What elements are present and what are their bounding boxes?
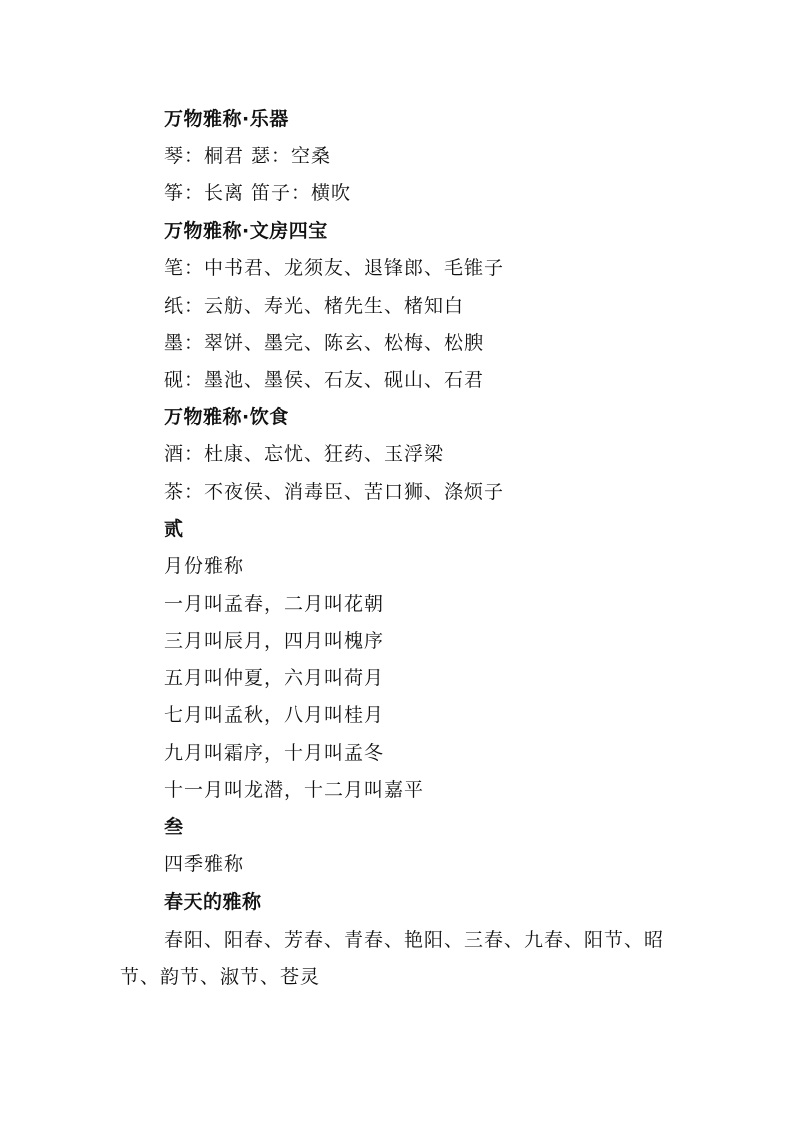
part-numeral-three: 叁 <box>164 816 184 838</box>
section-heading-food: 万物雅称·饮食 <box>164 406 289 428</box>
text-line: 墨：翠饼、墨完、陈玄、松梅、松腴 <box>164 332 485 354</box>
text-line: 笔：中书君、龙须友、退锋郎、毛锥子 <box>164 257 505 279</box>
text-line: 三月叫辰月，四月叫槐序 <box>164 630 385 652</box>
part-numeral-two: 贰 <box>164 518 184 540</box>
text-line: 九月叫霜序，十月叫孟冬 <box>164 742 385 764</box>
text-line: 筝：长离 笛子：横吹 <box>164 182 352 204</box>
text-line: 五月叫仲夏，六月叫荷月 <box>164 667 385 689</box>
spring-heading: 春天的雅称 <box>164 891 262 913</box>
part-title-seasons: 四季雅称 <box>164 853 245 875</box>
text-line: 酒：杜康、忘忧、狂药、玉浮梁 <box>164 443 445 465</box>
text-line: 纸：云舫、寿光、楮先生、楮知白 <box>164 295 465 317</box>
section-heading-instruments: 万物雅称·乐器 <box>164 108 289 130</box>
part-title-months: 月份雅称 <box>164 555 245 577</box>
text-line: 砚：墨池、墨侯、石友、砚山、石君 <box>164 369 485 391</box>
text-line: 琴：桐君 瑟：空桑 <box>164 145 332 167</box>
text-line: 七月叫孟秋，八月叫桂月 <box>164 704 385 726</box>
spring-paragraph: 春阳、阳春、芳春、青春、艳阳、三春、九春、阳节、昭节、韵节、淑节、苍灵 <box>120 929 665 988</box>
text-line: 茶：不夜侯、消毒臣、苦口狮、涤烦子 <box>164 481 505 503</box>
section-heading-stationery: 万物雅称·文房四宝 <box>164 220 328 242</box>
text-line: 一月叫孟春，二月叫花朝 <box>164 593 385 615</box>
text-line: 十一月叫龙潜，十二月叫嘉平 <box>164 779 425 801</box>
